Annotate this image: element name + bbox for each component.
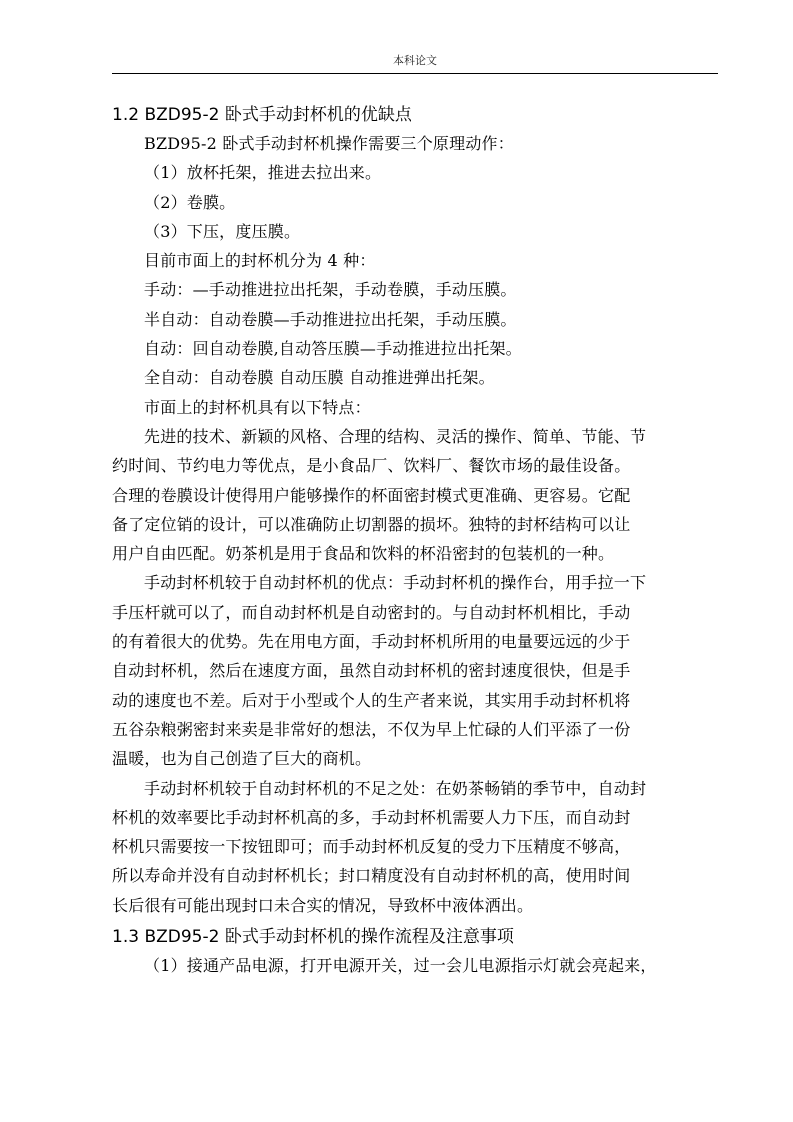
paragraph-line: 杯机的效率要比手动封杯机高的多，手动封杯机需要人力下压，而自动封 xyxy=(112,807,631,827)
step-item-2: （2）卷膜。 xyxy=(144,192,236,212)
paragraph-line: 五谷杂粮粥密封来卖是非常好的想法，不仅为早上忙碌的人们平添了一份 xyxy=(112,719,631,739)
paragraph-line: 的有着很大的优势。先在用电方面，手动封杯机所用的电量要远远的少于 xyxy=(112,632,631,652)
section-heading-1-3: 1.3 BZD95-2 卧式手动封杯机的操作流程及注意事项 xyxy=(112,927,514,948)
document-body xyxy=(112,101,718,980)
disadvantages-paragraph xyxy=(112,774,718,920)
page-header: 本科论文 xyxy=(393,54,437,67)
paragraph-line: 手压杆就可以了，而自动封杯机是自动密封的。与自动封杯机相比，手动 xyxy=(112,602,631,622)
paragraph-line: 自动封杯机，然后在速度方面，虽然自动封杯机的密封速度很快，但是手 xyxy=(112,661,631,681)
step-item-3: （3）下压，度压膜。 xyxy=(144,221,301,241)
advantages-paragraph xyxy=(112,568,718,773)
paragraph-line: 杯机只需要按一下按钮即可；而手动封杯机反复的受力下压精度不够高， xyxy=(112,837,631,857)
paragraph-line: 所以寿命并没有自动封杯机长；封口精度没有自动封杯机的高，使用时间 xyxy=(112,866,631,886)
paragraph-line: 用户自由匹配。奶茶机是用于食品和饮料的杯沿密封的包装机的一种。 xyxy=(112,544,615,564)
types-intro: 目前市面上的封杯机分为 4 种： xyxy=(144,251,376,271)
type-item-full-auto: 全自动：自动卷膜 自动压膜 自动推进弹出托架。 xyxy=(144,368,495,388)
section-heading-1-2: 1.2 BZD95-2 卧式手动封杯机的优缺点 xyxy=(112,105,412,125)
type-item-manual: 手动：—手动推进拉出托架，手动卷膜，手动压膜。 xyxy=(144,280,517,300)
paragraph-line: 约时间、节约电力等优点，是小食品厂、饮料厂、餐饮市场的最佳设备。 xyxy=(112,456,631,476)
features-paragraph xyxy=(112,422,718,568)
paragraph-line: 长后很有可能出现封口未合实的情况，导致杯中液体洒出。 xyxy=(112,895,534,915)
header-rule xyxy=(112,73,718,74)
paragraph-line: 温暖，也为自己创造了巨大的商机。 xyxy=(112,749,372,769)
type-item-semi-auto: 半自动：自动卷膜—手动推进拉出托架，手动压膜。 xyxy=(144,309,517,329)
paragraph-line: 手动封杯机较于自动封杯机的优点：手动封杯机的操作台，用手拉一下 xyxy=(144,573,647,593)
paragraph-line: 手动封杯机较于自动封杯机的不足之处：在奶茶畅销的季节中，自动封 xyxy=(144,778,647,798)
step-item-1: （1）放杯托架，推进去拉出来。 xyxy=(144,163,382,183)
paragraph-line: 先进的技术、新颖的风格、合理的结构、灵活的操作、简单、节能、节 xyxy=(144,426,647,446)
paragraph-line: 备了定位销的设计，可以准确防止切割器的损坏。独特的封杯结构可以让 xyxy=(112,514,631,534)
features-intro: 市面上的封杯机具有以下特点： xyxy=(144,397,371,417)
intro-paragraph: BZD95-2 卧式手动封杯机操作需要三个原理动作： xyxy=(144,134,514,153)
paragraph-line: 合理的卷膜设计使得用户能够操作的杯面密封模式更准确、更容易。它配 xyxy=(112,485,631,505)
type-item-auto: 自动：回自动卷膜,自动答压膜—手动推进拉出托架。 xyxy=(144,339,522,359)
paragraph-line: 动的速度也不差。后对于小型或个人的生产者来说，其实用手动封杯机将 xyxy=(112,690,631,710)
operation-step-1: （1）接通产品电源，打开电源开关，过一会儿电源指示灯就会亮起来， xyxy=(144,956,657,976)
